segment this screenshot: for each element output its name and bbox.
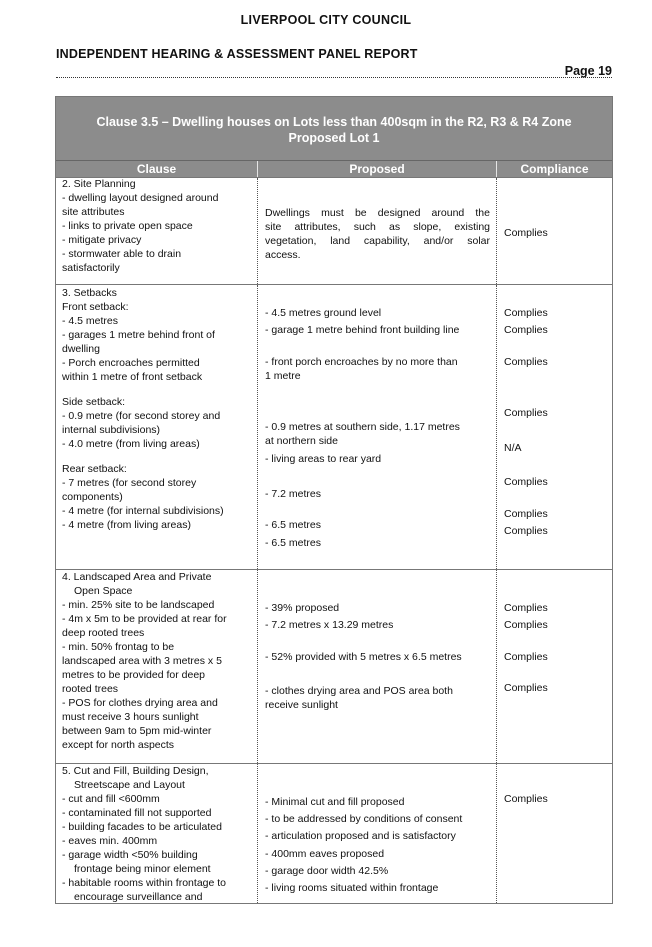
compliance-text: Complies — [504, 356, 548, 368]
column-header-row — [56, 161, 612, 177]
proposed-text: vegetation, land capability, and/or solar — [265, 235, 490, 247]
proposed-text: receive sunlight — [265, 699, 338, 711]
compliance-text: Complies — [504, 682, 548, 694]
compliance-text: Complies — [504, 407, 548, 419]
clause-text: - 4 metre (for internal subdivisions) — [62, 505, 224, 517]
proposed-text: - 0.9 metres at southern side, 1.17 metres — [265, 421, 460, 433]
clause-text: Open Space — [74, 585, 133, 597]
clause-text: frontage being minor element — [74, 863, 211, 875]
clause-text: - POS for clothes drying area and — [62, 697, 218, 709]
clause-text: - links to private open space — [62, 220, 193, 232]
clause-text: Front setback: — [62, 301, 129, 313]
clause-text: - dwelling layout designed around — [62, 192, 219, 204]
clause-text: - 7 metres (for second storey — [62, 477, 197, 489]
proposed-text: - 52% provided with 5 metres x 6.5 metres — [265, 651, 462, 663]
clause-text: rooted trees — [62, 683, 119, 695]
proposed-text: - front porch encroaches by no more than — [265, 356, 458, 368]
compliance-text: Complies — [504, 324, 548, 336]
header-divider — [56, 77, 612, 78]
clause-text: - eaves min. 400mm — [62, 835, 158, 847]
clause-text: must receive 3 hours sunlight — [62, 711, 199, 723]
proposed-text: - articulation proposed and is satisfactory — [265, 830, 456, 842]
table-title-line1: Clause 3.5 – Dwelling houses on Lots less than 400sqm in the R2, R3 & R4 Zone — [96, 115, 572, 129]
clause-text: except for north aspects — [62, 739, 175, 751]
clause-text: components) — [62, 491, 123, 503]
clause-text: - min. 50% frontag to be — [62, 641, 175, 653]
clause-text: - garage width <50% building — [62, 849, 198, 861]
clause-text: 3. Setbacks — [62, 287, 117, 299]
proposed-text: - 6.5 metres — [265, 537, 322, 549]
clause-text: 2. Site Planning — [62, 178, 136, 190]
page-number: Page 19 — [564, 64, 612, 78]
proposed-text: - garage door width 42.5% — [265, 865, 389, 877]
compliance-text: Complies — [504, 227, 548, 239]
table-row — [56, 763, 612, 903]
clause-text: between 9am to 5pm mid-winter — [62, 725, 212, 737]
proposed-text: - 400mm eaves proposed — [265, 848, 385, 860]
proposed-text: - Minimal cut and fill proposed — [265, 796, 405, 808]
column-header-compliance: Compliance — [496, 161, 612, 177]
compliance-text: Complies — [504, 307, 548, 319]
compliance-text: Complies — [504, 619, 548, 631]
clause-text: satisfactorily — [62, 262, 120, 274]
clause-text: site attributes — [62, 206, 125, 218]
clause-text: - contaminated fill not supported — [62, 807, 212, 819]
clause-text: - stormwater able to drain — [62, 248, 182, 260]
table-title-line2: Proposed Lot 1 — [288, 131, 380, 145]
clause-text: internal subdivisions) — [62, 424, 161, 436]
clause-text: - habitable rooms within frontage to — [62, 877, 227, 889]
clause-text: - 4 metre (from living areas) — [62, 519, 191, 531]
proposed-text: - 39% proposed — [265, 602, 340, 614]
proposed-text: - living rooms situated within frontage — [265, 882, 439, 894]
proposed-text: - 7.2 metres x 13.29 metres — [265, 619, 394, 631]
clause-text: deep rooted trees — [62, 627, 145, 639]
council-name: LIVERPOOL CITY COUNCIL — [240, 13, 412, 27]
compliance-text: Complies — [504, 793, 548, 805]
table-row — [56, 569, 612, 763]
clause-text: dwelling — [62, 343, 100, 355]
report-title: INDEPENDENT HEARING & ASSESSMENT PANEL REPORT — [56, 47, 418, 61]
proposed-text: - to be addressed by conditions of consent — [265, 813, 463, 825]
clause-text: Rear setback: — [62, 463, 127, 475]
clause-text: 5. Cut and Fill, Building Design, — [62, 765, 209, 777]
clause-text: Streetscape and Layout — [74, 779, 185, 791]
clause-text: - mitigate privacy — [62, 234, 142, 246]
proposed-text: - garage 1 metre behind front building line — [265, 324, 460, 336]
clause-text: - garages 1 metre behind front of — [62, 329, 215, 341]
proposed-text: - clothes drying area and POS area both — [265, 685, 453, 697]
clause-text: - Porch encroaches permitted — [62, 357, 200, 369]
column-header-proposed: Proposed — [257, 161, 496, 177]
assessment-table — [55, 96, 613, 904]
column-header-clause: Clause — [136, 162, 177, 176]
proposed-text: - living areas to rear yard — [265, 453, 382, 465]
proposed-text: Dwellings must be designed around the — [265, 207, 490, 219]
table-row — [56, 284, 612, 569]
clause-text: - building facades to be articulated — [62, 821, 222, 833]
proposed-text: 1 metre — [265, 370, 301, 382]
table-row — [56, 177, 612, 284]
clause-text: within 1 metre of front setback — [62, 371, 203, 383]
clause-text: - 4.5 metres — [62, 315, 119, 327]
clause-text: Side setback: — [62, 396, 126, 408]
clause-text: encourage surveillance and — [74, 891, 203, 903]
compliance-text: Complies — [504, 525, 548, 537]
clause-text: - min. 25% site to be landscaped — [62, 599, 215, 611]
clause-text: - cut and fill <600mm — [62, 793, 160, 805]
compliance-text: N/A — [504, 442, 522, 454]
compliance-text: Complies — [504, 508, 548, 520]
compliance-text: Complies — [504, 651, 548, 663]
proposed-text: site attributes, such as slope, existing — [265, 221, 490, 233]
clause-text: metres to be provided for deep — [62, 669, 206, 681]
proposed-text: - 7.2 metres — [265, 488, 322, 500]
table-title — [56, 97, 612, 161]
compliance-text: Complies — [504, 476, 548, 488]
clause-text: 4. Landscaped Area and Private — [62, 571, 212, 583]
compliance-text: Complies — [504, 602, 548, 614]
clause-text: - 4.0 metre (from living areas) — [62, 438, 200, 450]
proposed-text: at northern side — [265, 435, 338, 447]
proposed-text: - 6.5 metres — [265, 519, 322, 531]
clause-text: landscaped area with 3 metres x 5 — [62, 655, 222, 667]
clause-text: - 0.9 metre (for second storey and — [62, 410, 221, 422]
clause-text: - 4m x 5m to be provided at rear for — [62, 613, 227, 625]
proposed-text: access. — [265, 249, 301, 261]
proposed-text: - 4.5 metres ground level — [265, 307, 382, 319]
